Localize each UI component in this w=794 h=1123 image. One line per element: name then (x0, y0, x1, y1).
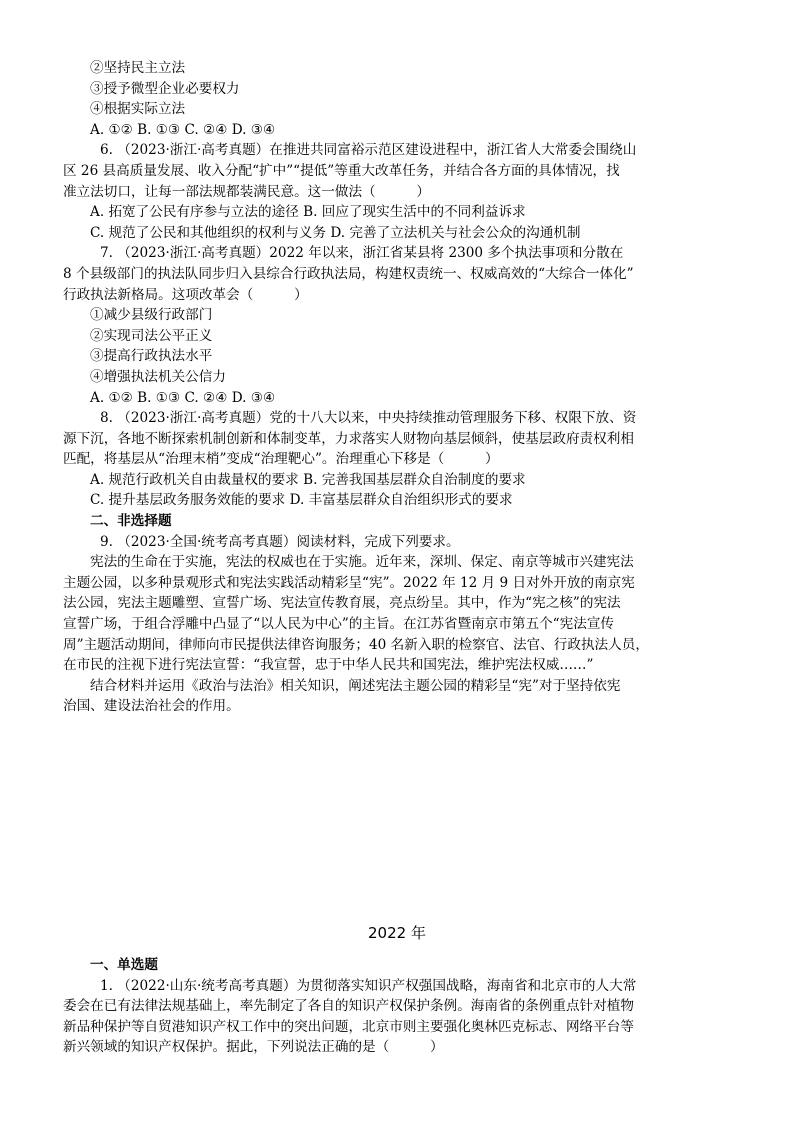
q7-item-1: ①减少县级行政部门 (90, 307, 213, 324)
q7-line-3: 行政执法新格局。这项改革会（ ） (63, 286, 308, 303)
q9-line-6: 周”主题活动期间，律师向市民提供法律咨询服务；40 名新入职的检察官、法官、行政执法人员， (63, 636, 649, 653)
q8-line-3: 匹配，将基层从“治理末梢”变成“治理靶心”。治理重心下移是（ ） (63, 451, 499, 468)
q8-option-ab: A. 规范行政机关自由裁量权的要求 B. 完善我国基层群众自治制度的要求 (90, 471, 526, 488)
q8-line-2: 源下沉，各地不断探索机制创新和体制变革，力求落实人财物向基层倾斜，使基层政府责权利相 (63, 430, 634, 447)
q1-2022-line-2: 委会在已有法律法规基础上，率先制定了各自的知识产权保护条例。海南省的条例重点针对植物 (63, 998, 634, 1015)
q1-2022-line-3: 新品种保护等自贸港知识产权工作中的突出问题，北京市则主要强化奥林匹克标志、网络平台等 (63, 1018, 634, 1035)
q7-choices: A. ①② B. ①③ C. ②④ D. ③④ (90, 389, 276, 406)
q9-line-4: 法公园，宪法主题雕塑、宣誓广场、宪法宣传教育展，亮点纷呈。其中，作为“宪之核”的宪法 (63, 595, 621, 612)
page-lower (63, 955, 737, 1058)
q7-line-2: 8 个县级部门的执法队同步归入县综合行政执法局，构建权责统一、权威高效的“大综合一体化” (63, 265, 634, 282)
q9-line-8: 结合材料并运用《政治与法治》相关知识，阐述宪法主题公园的精彩呈“宪”对于坚持依宪 (90, 677, 621, 694)
year-heading: 2022 年 (368, 924, 426, 942)
q9-line-2: 宪法的生命在于实施，宪法的权威也在于实施。近年来，深圳、保定、南京等城市兴建宪法 (90, 554, 634, 571)
q9-line-3: 主题公园，以多种景观形式和宪法实践活动精彩呈“宪”。2022 年 12 月 9 日对外开放的南京宪 (63, 574, 635, 591)
q9-line-9: 治国、建设法治社会的作用。 (63, 698, 240, 715)
q6-option-ab: A. 拓宽了公民有序参与立法的途径 B. 回应了现实生活中的不同利益诉求 (90, 204, 526, 221)
q7-item-4: ④增强执法机关公信力 (90, 368, 226, 385)
q6-line-3: 准立法切口，让每一部法规都装满民意。这一做法（ ） (63, 183, 431, 200)
q8-option-cd: C. 提升基层政务服务效能的要求 D. 丰富基层群众自治组织形式的要求 (90, 492, 513, 509)
q5-option-2: ②坚持民主立法 (90, 60, 186, 76)
q6-line-1: 6. （2023·浙江·高考真题）在推进共同富裕示范区建设进程中，浙江省人大常委会围绕山 (100, 142, 637, 159)
q1-2022-line-4: 新兴领域的知识产权保护。据此，下列说法正确的是（ ） (63, 1039, 444, 1056)
q9-line-5: 宣誓广场，于组合浮雕中凸显了“以人民为中心”的主旨。在江苏省暨南京市第五个“宪法宣传 (63, 616, 615, 633)
q1-2022-line-1: 1. （2022·山东·统考高考真题）为贯彻落实知识产权强国战略，海南省和北京市的人大常 (100, 977, 637, 994)
section-heading-nonchoice: 二、非选择题 (90, 513, 172, 530)
q7-line-1: 7. （2023·浙江·高考真题）2022 年以来，浙江省某县将 2300 多个执法事项和分散在 (100, 245, 624, 262)
q7-item-2: ②实现司法公平正义 (90, 327, 213, 344)
q9-line-7: 在市民的注视下进行宪法宣誓：“我宣誓，忠于中华人民共和国宪法，维护宪法权威……” (63, 657, 594, 674)
q6-line-2: 区 26 县高质量发展、收入分配“扩中”“提低”等重大改革任务，并结合各方面的具体情况，找 (63, 162, 620, 179)
page-upper (63, 58, 737, 717)
q6-option-cd: C. 规范了公民和其他组织的权利与义务 D. 完善了立法机关与社会公众的沟通机制 (90, 224, 581, 241)
section-heading-single-choice: 一、单选题 (90, 957, 158, 973)
q5-option-4: ④根据实际立法 (90, 101, 186, 118)
q7-item-3: ③提高行政执法水平 (90, 348, 213, 365)
q8-line-1: 8. （2023·浙江·高考真题）党的十八大以来，中央持续推动管理服务下移、权限下放、资 (100, 410, 637, 427)
q5-option-3: ③授予微型企业必要权力 (90, 80, 240, 97)
q5-choices: A. ①② B. ①③ C. ②④ D. ③④ (90, 121, 276, 138)
q9-line-1: 9. （2023·全国·统考高考真题）阅读材料，完成下列要求。 (100, 533, 460, 550)
